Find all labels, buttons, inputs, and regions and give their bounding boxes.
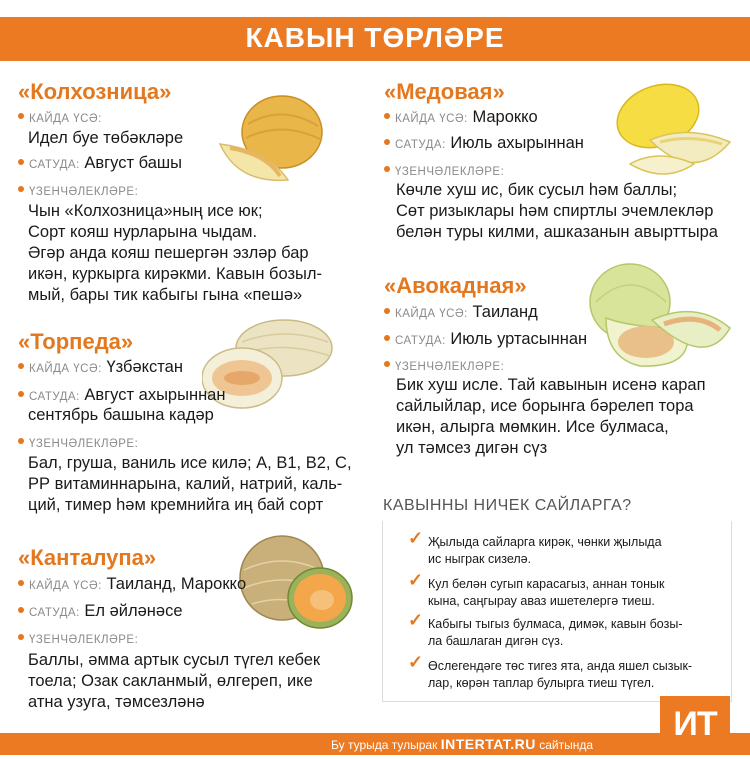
features-label: ҮЗЕНЧӘЛЕКЛӘРЕ: (29, 438, 139, 450)
where-row (18, 357, 183, 380)
where-row (18, 574, 246, 597)
features-line: ул тәмсез дигән сүз (396, 439, 548, 457)
where-label: КАЙДА ҮСӘ: (29, 113, 102, 125)
bullet-icon (18, 159, 24, 165)
kolkhoznitsa-image (218, 84, 324, 186)
features-row (18, 180, 138, 203)
where-row (384, 107, 538, 130)
bullet-icon (18, 113, 24, 119)
bullet-icon (18, 363, 24, 369)
features-line: икән, алырга мөмкин. Исе булмаса, (396, 418, 669, 436)
melon-torpeda (18, 329, 133, 355)
where-row (384, 302, 538, 325)
features-line: Баллы, әмма артык сусыл түгел кебек (28, 651, 321, 669)
features-row (18, 432, 138, 455)
bullet-icon (18, 186, 24, 192)
melon-name: «Колхозница» (18, 79, 172, 104)
features-line: тоела; Озак сакланмый, өлгереп, ике (28, 672, 313, 690)
bullet-icon (18, 391, 24, 397)
when-value-line2: сентябрь башына кадәр (28, 406, 214, 424)
tip-line: Җылыда сайларга кирәк, чөнки җылыда (428, 535, 662, 549)
footer-suffix: сайтында (539, 738, 594, 752)
where-value: Марокко (472, 108, 538, 126)
where-label: КАЙДА ҮСӘ: (395, 113, 468, 125)
tip-line: кына, саңгырау аваз ишетелергә тиеш. (428, 594, 655, 608)
bullet-icon (384, 308, 390, 314)
when-label: САТУДА: (395, 139, 446, 151)
when-value: Ел әйләнәсе (84, 602, 183, 620)
features-text (28, 650, 320, 713)
where-label: КАЙДА ҮСӘ: (395, 308, 468, 320)
tip-line: ис ныграк сизелә. (428, 552, 532, 566)
where-label: КАЙДА ҮСӘ: (29, 363, 102, 375)
when-value: Июль ахырыннан (450, 134, 584, 152)
features-label: ҮЗЕНЧӘЛЕКЛӘРЕ: (29, 634, 139, 646)
when-label: САТУДА: (29, 159, 80, 171)
bullet-icon (384, 361, 390, 367)
tip-item (408, 610, 683, 650)
page-title: КАВЫН ТӨРЛӘРЕ (245, 22, 505, 53)
features-text (396, 375, 706, 459)
footer-text (331, 736, 593, 752)
features-line: Бик хуш исле. Тай кавынын исенә карап (396, 376, 706, 394)
tip-item (408, 528, 662, 568)
medovaya-image (598, 80, 732, 186)
when-row (384, 329, 587, 352)
where-row (18, 107, 102, 130)
when-label: САТУДА: (29, 607, 80, 619)
where-value: Таиланд, Марокко (106, 575, 247, 593)
tip-line: ла башлаган дигән сүз. (428, 634, 564, 648)
when-row (18, 153, 182, 176)
where-value: Үзбәкстан (106, 358, 183, 376)
when-label: САТУДА: (395, 335, 446, 347)
when-value: Август башы (84, 154, 182, 172)
checkmark-icon: ✓ (408, 528, 424, 548)
checkmark-icon: ✓ (408, 652, 424, 672)
bullet-icon (18, 580, 24, 586)
features-text (396, 180, 718, 243)
melon-name: «Торпеда» (18, 329, 134, 354)
features-row (18, 628, 138, 651)
melon-name: «Канталупа» (18, 545, 157, 570)
where-value: Таиланд (472, 303, 538, 321)
features-line: ций, тимер һәм кремнийга иң бай сорт (28, 496, 324, 514)
tip-item (408, 570, 665, 610)
bullet-icon (18, 607, 24, 613)
features-line: сайлыйлар, исе борынга бәрелеп тора (396, 397, 694, 415)
kantalupa-image (236, 532, 354, 632)
footer-prefix: Бу турыда тулырак (331, 738, 438, 752)
when-label: САТУДА: (29, 391, 80, 403)
checkmark-icon: ✓ (408, 610, 424, 630)
bullet-icon (384, 335, 390, 341)
tip-line: лар, көрән таплар булырга тиеш түгел. (428, 676, 655, 690)
features-label: ҮЗЕНЧӘЛЕКЛӘРЕ: (395, 361, 505, 373)
bullet-icon (18, 634, 24, 640)
bullet-icon (384, 113, 390, 119)
when-value: Август ахырыннан (84, 386, 226, 404)
tip-line: Кул белән сугып карасагыз, аннан тонык (428, 577, 665, 591)
features-line: мый, бары тик кабыгы гына «пешә» (28, 286, 303, 304)
melon-medovaya (384, 79, 505, 105)
tip-line: Кабыгы тыгыз булмаса, димәк, кавын бозы- (428, 617, 683, 631)
when-row (384, 133, 584, 156)
where-value: Идел буе төбәкләре (28, 129, 184, 147)
where-label: КАЙДА ҮСӘ: (29, 580, 102, 592)
features-line: Сорт кояш нурларына чыдам. (28, 223, 258, 241)
avokadnaya-image (586, 258, 732, 378)
melon-name: «Медовая» (384, 79, 505, 104)
when-value: Июль уртасыннан (450, 330, 588, 348)
features-line: РР витаминнарына, калий, натрий, каль- (28, 475, 343, 493)
melon-avokadnaya (384, 273, 527, 299)
features-text (28, 201, 322, 306)
features-line: Әгәр анда кояш пешергән эзләр бар (28, 244, 309, 262)
features-line: Чын «Колхозница»ның исе юк; (28, 202, 263, 220)
features-line: атна узуга, тәмсезләнә (28, 693, 205, 711)
features-line: белән туры килми, ашказанын авырттыра (396, 223, 718, 241)
features-line: Бал, груша, ваниль исе килә; А, В1, В2, С, (28, 454, 352, 472)
intertat-logo: ИТ (660, 696, 730, 755)
when-row (18, 601, 183, 624)
features-label: ҮЗЕНЧӘЛЕКЛӘРЕ: (395, 166, 505, 178)
melon-kolkhoznitsa (18, 79, 171, 105)
tip-line: Өслегендәге төс тигез ята, анда яшел сызык- (428, 659, 693, 673)
features-label: ҮЗЕНЧӘЛЕКЛӘРЕ: (29, 186, 139, 198)
melon-name: «Авокадная» (384, 273, 527, 298)
bullet-icon (18, 438, 24, 444)
bullet-icon (384, 139, 390, 145)
checkmark-icon: ✓ (408, 570, 424, 590)
bullet-icon (384, 166, 390, 172)
melon-kantalupa (18, 545, 156, 571)
features-line: Сөт ризыклары һәм спиртлы эчемлекләр (396, 202, 714, 220)
features-line: Көчле хуш ис, бик сусыл һәм баллы; (396, 181, 678, 199)
features-line: икән, куркырга кирәкми. Кавын бозыл- (28, 265, 323, 283)
footer-brand-link[interactable]: INTERTAT.RU (440, 736, 536, 752)
tips-title: КАВЫННЫ НИЧЕК САЙЛАРГА? (383, 497, 632, 514)
tip-item (408, 652, 693, 692)
features-text (28, 453, 352, 516)
header-bar (0, 17, 750, 61)
